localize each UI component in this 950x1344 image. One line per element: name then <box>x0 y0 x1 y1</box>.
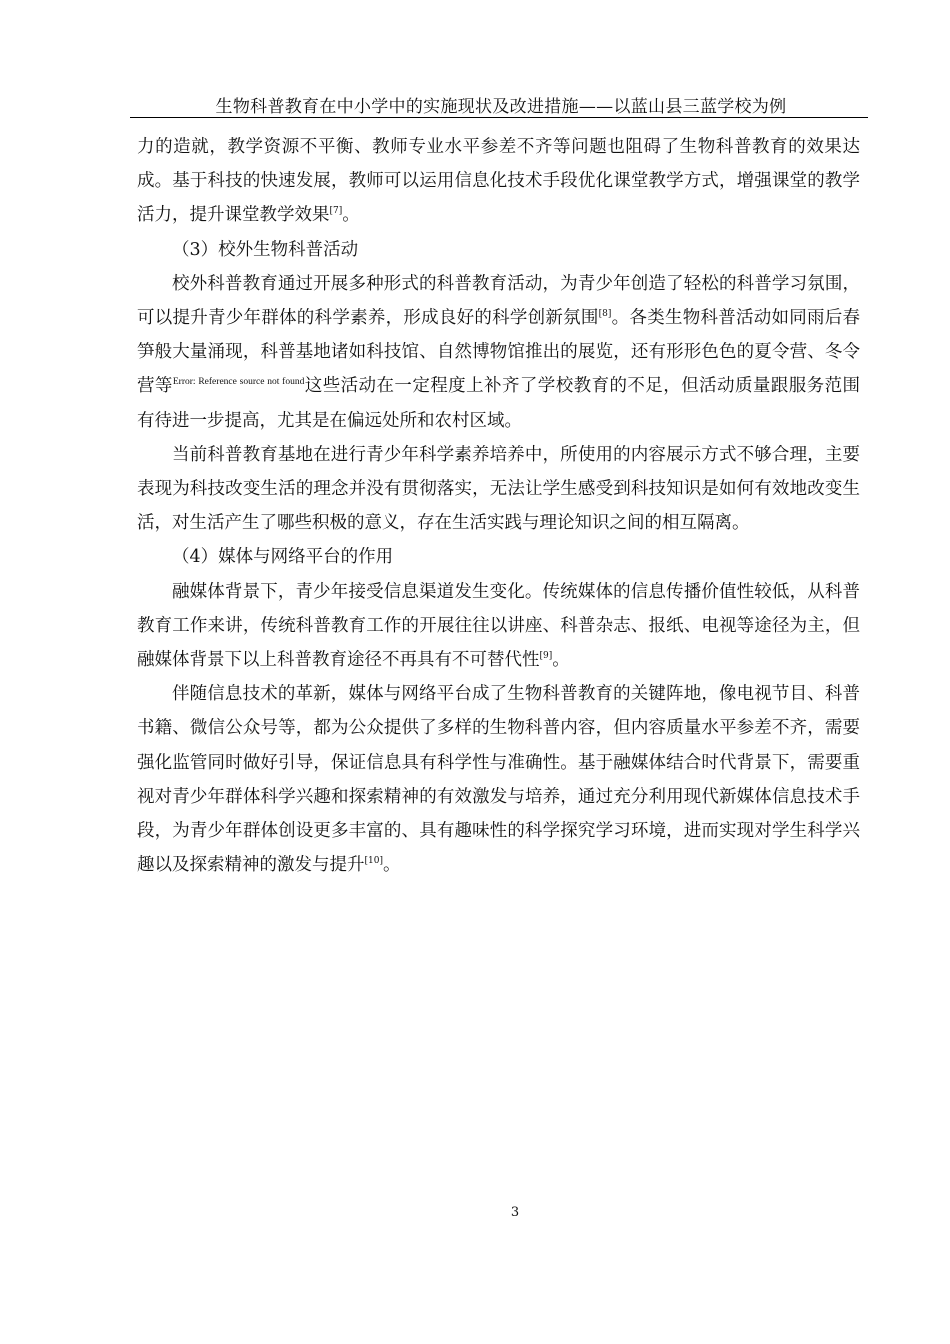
paragraph-end: 。 <box>552 650 570 671</box>
paragraph-network <box>137 677 860 882</box>
paragraph-text: 伴随信息技术的革新，媒体与网络平台成了生物科普教育的关键阵地，像电视节目、科普书籍、微信公众号等，都为公众提供了多样的生物科普内容，但内容质量水平参差不齐，需要强化监管同时做好引导，保证信息具有科学性与准确性。基于融媒体结合时代背景下，需要重视对青少年群体科学兴趣和探索精神的有效激发与培养，通过充分利用现代新媒体信息技术手段，为青少年群体创设更多丰富的、具有趣味性的科学探究学习环境，进而实现对学生科学兴趣以及探索精神的激发与提升 <box>137 684 860 876</box>
citation-ref: [9] <box>539 651 553 662</box>
header-rule <box>130 117 868 118</box>
section-heading-3: （3）校外生物科普活动 <box>172 239 359 260</box>
paragraph-offcampus <box>137 267 860 438</box>
paragraph-text: 这些活动在一定程度上补齐了学校教育的不足，但活动质量跟服务范围有待进一步提高，尤其是在偏远处所和农村区域。 <box>137 376 861 431</box>
paragraph-text: 校外科普教育通过开展多种形式的科普教育活动，为青少年创造了轻松的科普学习氛围，可以提升青少年群体的科学素养，形成良好的科学创新氛围 <box>137 273 860 329</box>
citation-ref: [10] <box>364 856 383 867</box>
paragraph-text: 从科普教育工作来讲，传统科普教育工作的开展往往以讲座、科普杂志、报纸、电视等途径为主，但融媒体背景下以上科普教育途径不再具有不可替代性 <box>137 581 861 671</box>
body-text <box>137 130 860 882</box>
page-header-title: 生物科普教育在中小学中的实施现状及改进措施——以蓝山县三蓝学校为例 <box>215 97 787 117</box>
paragraph-bases <box>137 438 860 541</box>
paragraph-text: 。各类生物科普活动如同雨后春笋般大量涌现，科普基地诸如科技馆、自然博物馆推出的展览，还有形形色色的夏令营、冬令营等 <box>137 308 861 397</box>
citation-ref: [7] <box>329 206 343 217</box>
paragraph-text: 融媒体背景下，青少年接受信息渠道发生变化。传统媒体的信息传播价值性较低， <box>172 581 808 602</box>
paragraph-end: 。 <box>382 855 401 876</box>
citation-ref: [8] <box>598 309 612 320</box>
paragraph-text: 力的造就，教学资源不平衡、教师专业水平参差不齐等问题也阻碍了生物科普教育的效果达成。基于科技的快速发展，教师可以运用信息化技术手段优化课堂教学方式，增强课堂的教学活力，提升课堂教学效果 <box>137 137 860 226</box>
reference-error: Error: Reference source not found <box>172 377 305 388</box>
paragraph-text: 当前科普教育基地在进行青少年科学素养培养中，所使用的内容展示方式不够合理，主要表现为科技改变生活的理念并没有贯彻落实，无法让学生感受到科技知识是如何有效地改变生活，对生活产生了哪些积极的意义，存在生活实践与理论知识之间的相互隔离。 <box>137 444 860 534</box>
paragraph-continuation <box>137 130 860 233</box>
paragraph-media <box>137 575 860 678</box>
page-number: 3 <box>510 1205 520 1220</box>
section-heading-4: （4）媒体与网络平台的作用 <box>172 547 394 568</box>
paragraph-end: 。 <box>342 205 360 226</box>
